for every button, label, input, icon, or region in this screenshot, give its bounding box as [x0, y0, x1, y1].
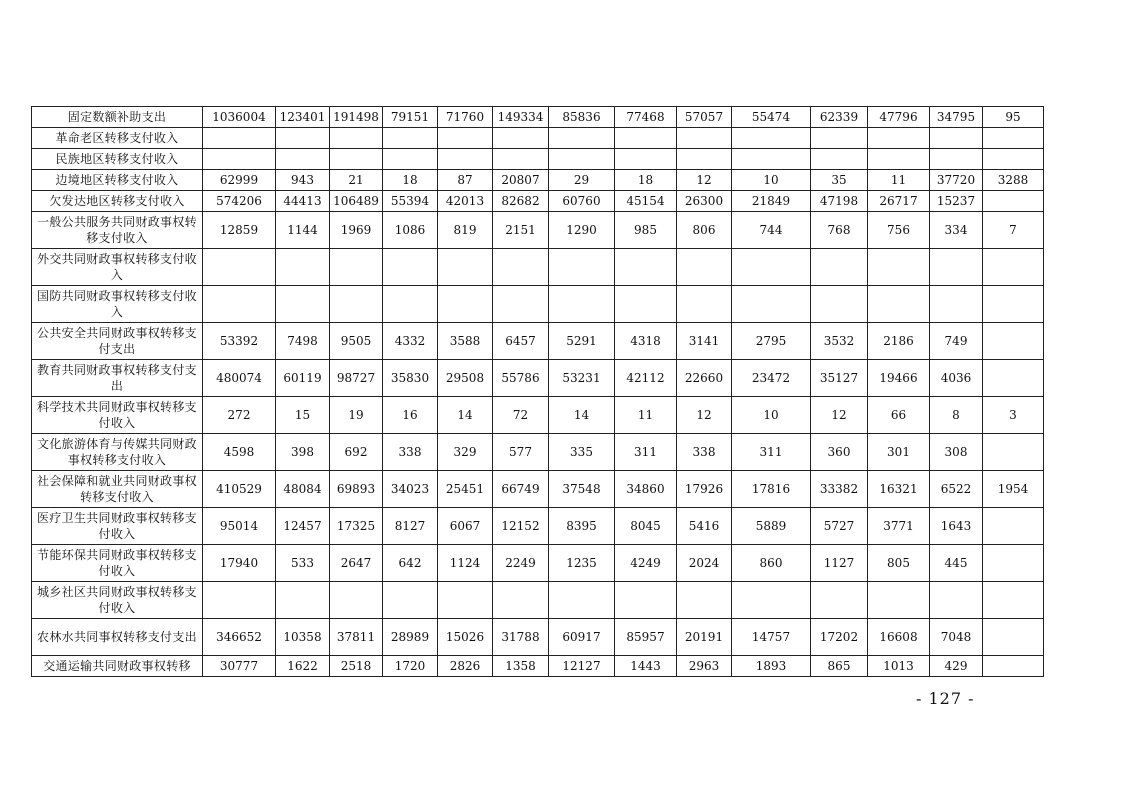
table-cell: 311	[732, 434, 811, 471]
table-cell	[383, 128, 438, 149]
table-cell	[276, 128, 330, 149]
table-cell: 8	[930, 397, 983, 434]
table-cell: 7498	[276, 323, 330, 360]
table-cell	[330, 249, 383, 286]
table-cell	[811, 286, 868, 323]
table-cell: 42013	[438, 191, 493, 212]
fiscal-transfer-table	[31, 106, 1044, 677]
table-cell: 87	[438, 170, 493, 191]
table-cell	[983, 360, 1044, 397]
table-cell	[438, 582, 493, 619]
table-cell: 6522	[930, 471, 983, 508]
row-label: 科学技术共同财政事权转移支付收入	[32, 397, 203, 434]
table-cell	[868, 249, 930, 286]
table-cell: 19466	[868, 360, 930, 397]
table-cell: 35127	[811, 360, 868, 397]
table-cell: 749	[930, 323, 983, 360]
table-cell: 95014	[203, 508, 276, 545]
table-cell: 1013	[868, 656, 930, 677]
table-cell	[276, 149, 330, 170]
table-cell	[868, 149, 930, 170]
table-cell: 1643	[930, 508, 983, 545]
table-cell	[549, 249, 615, 286]
table-cell: 329	[438, 434, 493, 471]
table-cell	[811, 582, 868, 619]
table-cell	[330, 149, 383, 170]
table-cell: 22660	[677, 360, 732, 397]
table-cell: 8045	[615, 508, 677, 545]
table-cell: 16	[383, 397, 438, 434]
table-cell	[677, 149, 732, 170]
table-cell: 95	[983, 107, 1044, 128]
table-cell: 14757	[732, 619, 811, 656]
table-cell	[203, 149, 276, 170]
table-cell: 2518	[330, 656, 383, 677]
table-cell: 360	[811, 434, 868, 471]
table-cell: 12	[677, 397, 732, 434]
table-cell: 410529	[203, 471, 276, 508]
table-cell: 9505	[330, 323, 383, 360]
table-cell: 15	[276, 397, 330, 434]
table-cell: 21	[330, 170, 383, 191]
table-cell: 865	[811, 656, 868, 677]
table-cell: 29508	[438, 360, 493, 397]
table-cell: 17202	[811, 619, 868, 656]
table-cell: 819	[438, 212, 493, 249]
table-cell	[983, 545, 1044, 582]
table-cell	[983, 128, 1044, 149]
row-label: 社会保障和就业共同财政事权转移支付收入	[32, 471, 203, 508]
table-cell: 5889	[732, 508, 811, 545]
row-label: 交通运输共同财政事权转移	[32, 656, 203, 677]
table-cell	[549, 128, 615, 149]
table-cell: 1893	[732, 656, 811, 677]
table-cell: 338	[677, 434, 732, 471]
table-cell: 334	[930, 212, 983, 249]
table-cell	[615, 286, 677, 323]
table-cell: 62339	[811, 107, 868, 128]
table-cell: 860	[732, 545, 811, 582]
table-cell	[983, 149, 1044, 170]
table-cell: 85957	[615, 619, 677, 656]
table-cell: 6457	[493, 323, 549, 360]
table-cell: 37548	[549, 471, 615, 508]
table-cell: 5727	[811, 508, 868, 545]
table-cell: 98727	[330, 360, 383, 397]
table-row	[32, 656, 1044, 677]
table-cell	[383, 249, 438, 286]
table-cell	[615, 149, 677, 170]
table-cell: 1720	[383, 656, 438, 677]
table-cell: 26717	[868, 191, 930, 212]
table-row	[32, 128, 1044, 149]
table-cell: 72	[493, 397, 549, 434]
row-label: 民族地区转移支付收入	[32, 149, 203, 170]
table-cell: 123401	[276, 107, 330, 128]
table-cell	[203, 582, 276, 619]
table-cell	[811, 128, 868, 149]
table-cell: 16608	[868, 619, 930, 656]
table-cell: 31788	[493, 619, 549, 656]
table-cell: 16321	[868, 471, 930, 508]
table-cell: 7048	[930, 619, 983, 656]
table-row	[32, 545, 1044, 582]
table-cell: 985	[615, 212, 677, 249]
table-cell: 943	[276, 170, 330, 191]
table-cell: 60917	[549, 619, 615, 656]
table-cell: 33382	[811, 471, 868, 508]
table-cell: 11	[615, 397, 677, 434]
table-cell	[438, 286, 493, 323]
table-cell: 60119	[276, 360, 330, 397]
row-label: 固定数额补助支出	[32, 107, 203, 128]
table-cell: 806	[677, 212, 732, 249]
table-cell: 768	[811, 212, 868, 249]
table-cell	[438, 149, 493, 170]
table-cell: 44413	[276, 191, 330, 212]
table-cell	[677, 582, 732, 619]
table-cell: 37811	[330, 619, 383, 656]
table-cell	[983, 191, 1044, 212]
table-cell: 191498	[330, 107, 383, 128]
table-cell: 34795	[930, 107, 983, 128]
table-row	[32, 170, 1044, 191]
table-cell: 4332	[383, 323, 438, 360]
table-cell	[983, 249, 1044, 286]
table-cell: 311	[615, 434, 677, 471]
table-cell: 12	[677, 170, 732, 191]
table-cell: 34860	[615, 471, 677, 508]
table-cell: 744	[732, 212, 811, 249]
table-cell: 5416	[677, 508, 732, 545]
table-cell	[677, 286, 732, 323]
table-cell: 26300	[677, 191, 732, 212]
table-cell: 2186	[868, 323, 930, 360]
table-cell: 14	[438, 397, 493, 434]
table-cell: 398	[276, 434, 330, 471]
table-cell	[868, 286, 930, 323]
table-cell: 7	[983, 212, 1044, 249]
table-cell	[983, 582, 1044, 619]
table-row	[32, 323, 1044, 360]
table-cell: 4318	[615, 323, 677, 360]
table-row	[32, 249, 1044, 286]
table-cell: 1622	[276, 656, 330, 677]
table-cell	[203, 286, 276, 323]
table-cell: 18	[383, 170, 438, 191]
table-cell	[203, 128, 276, 149]
table-cell: 1954	[983, 471, 1044, 508]
row-label: 外交共同财政事权转移支付收入	[32, 249, 203, 286]
table-cell	[493, 582, 549, 619]
table-cell	[811, 149, 868, 170]
table-cell: 62999	[203, 170, 276, 191]
table-cell	[203, 249, 276, 286]
table-cell: 106489	[330, 191, 383, 212]
table-cell: 14	[549, 397, 615, 434]
table-cell: 55474	[732, 107, 811, 128]
table-cell: 308	[930, 434, 983, 471]
table-row	[32, 360, 1044, 397]
table-cell: 25451	[438, 471, 493, 508]
table-cell: 29	[549, 170, 615, 191]
table-cell: 17816	[732, 471, 811, 508]
table-cell	[677, 128, 732, 149]
table-cell: 805	[868, 545, 930, 582]
table-cell	[615, 249, 677, 286]
table-cell: 2151	[493, 212, 549, 249]
table-cell	[811, 249, 868, 286]
table-cell: 533	[276, 545, 330, 582]
table-cell: 66749	[493, 471, 549, 508]
table-cell: 23472	[732, 360, 811, 397]
table-cell	[983, 619, 1044, 656]
table-cell	[493, 286, 549, 323]
row-label: 一般公共服务共同财政事权转移支付收入	[32, 212, 203, 249]
table-cell: 574206	[203, 191, 276, 212]
table-cell: 53231	[549, 360, 615, 397]
table-cell: 12	[811, 397, 868, 434]
table-cell: 57057	[677, 107, 732, 128]
table-cell	[868, 128, 930, 149]
table-cell: 18	[615, 170, 677, 191]
table-cell: 53392	[203, 323, 276, 360]
row-label: 城乡社区共同财政事权转移支付收入	[32, 582, 203, 619]
table-cell	[930, 149, 983, 170]
table-cell: 149334	[493, 107, 549, 128]
table-cell: 642	[383, 545, 438, 582]
page-number: - 127 -	[916, 689, 975, 708]
table-cell	[930, 582, 983, 619]
table-cell: 69893	[330, 471, 383, 508]
table-cell: 3288	[983, 170, 1044, 191]
table-cell	[983, 656, 1044, 677]
table-row	[32, 471, 1044, 508]
table-cell: 20191	[677, 619, 732, 656]
table-cell: 2024	[677, 545, 732, 582]
table-cell: 3532	[811, 323, 868, 360]
row-label: 教育共同财政事权转移支付支出	[32, 360, 203, 397]
table-cell	[930, 128, 983, 149]
table-cell: 335	[549, 434, 615, 471]
table-cell: 11	[868, 170, 930, 191]
table-cell	[930, 249, 983, 286]
table-cell: 8127	[383, 508, 438, 545]
table-cell: 1086	[383, 212, 438, 249]
table-cell: 55786	[493, 360, 549, 397]
table-cell: 55394	[383, 191, 438, 212]
table-row	[32, 212, 1044, 249]
table-cell: 8395	[549, 508, 615, 545]
table-cell: 577	[493, 434, 549, 471]
table-row	[32, 191, 1044, 212]
table-cell: 12152	[493, 508, 549, 545]
table-cell: 15237	[930, 191, 983, 212]
table-cell: 17926	[677, 471, 732, 508]
table-cell: 77468	[615, 107, 677, 128]
table-cell	[438, 128, 493, 149]
table-cell: 79151	[383, 107, 438, 128]
table-cell: 34023	[383, 471, 438, 508]
table-cell: 1290	[549, 212, 615, 249]
table-cell: 10358	[276, 619, 330, 656]
table-cell: 1443	[615, 656, 677, 677]
table-cell: 3771	[868, 508, 930, 545]
table-cell	[930, 286, 983, 323]
table-cell: 85836	[549, 107, 615, 128]
table-cell	[732, 286, 811, 323]
table-cell: 71760	[438, 107, 493, 128]
table-cell: 35	[811, 170, 868, 191]
table-cell: 21849	[732, 191, 811, 212]
table-cell: 1036004	[203, 107, 276, 128]
row-label: 文化旅游体育与传媒共同财政事权转移支付收入	[32, 434, 203, 471]
table-cell	[493, 249, 549, 286]
table-cell	[493, 128, 549, 149]
table-cell: 12457	[276, 508, 330, 545]
table-cell: 272	[203, 397, 276, 434]
table-cell	[276, 249, 330, 286]
row-label: 国防共同财政事权转移支付收入	[32, 286, 203, 323]
table-row	[32, 107, 1044, 128]
table-cell: 3	[983, 397, 1044, 434]
table-cell: 756	[868, 212, 930, 249]
table-cell: 17325	[330, 508, 383, 545]
table-cell: 37720	[930, 170, 983, 191]
table-cell: 19	[330, 397, 383, 434]
table-cell	[677, 249, 732, 286]
table-cell: 82682	[493, 191, 549, 212]
table-cell	[549, 286, 615, 323]
table-cell: 2249	[493, 545, 549, 582]
table-cell: 6067	[438, 508, 493, 545]
table-cell: 45154	[615, 191, 677, 212]
table-row	[32, 619, 1044, 656]
table-cell: 30777	[203, 656, 276, 677]
table-cell: 2963	[677, 656, 732, 677]
fiscal-table-container	[31, 106, 1044, 677]
table-cell: 12859	[203, 212, 276, 249]
row-label: 欠发达地区转移支付收入	[32, 191, 203, 212]
table-cell: 1969	[330, 212, 383, 249]
table-cell	[615, 582, 677, 619]
table-cell: 3588	[438, 323, 493, 360]
table-cell	[276, 286, 330, 323]
table-cell: 15026	[438, 619, 493, 656]
table-cell	[330, 286, 383, 323]
table-row	[32, 397, 1044, 434]
table-cell: 17940	[203, 545, 276, 582]
table-cell	[549, 582, 615, 619]
table-cell	[383, 286, 438, 323]
table-cell	[983, 286, 1044, 323]
table-body	[32, 107, 1044, 677]
row-label: 公共安全共同财政事权转移支付支出	[32, 323, 203, 360]
table-cell: 4249	[615, 545, 677, 582]
table-cell: 47198	[811, 191, 868, 212]
table-cell	[868, 582, 930, 619]
table-cell: 2647	[330, 545, 383, 582]
table-cell	[330, 582, 383, 619]
table-cell: 60760	[549, 191, 615, 212]
row-label: 医疗卫生共同财政事权转移支付收入	[32, 508, 203, 545]
table-cell	[732, 582, 811, 619]
table-cell: 12127	[549, 656, 615, 677]
table-row	[32, 508, 1044, 545]
table-cell: 301	[868, 434, 930, 471]
table-cell	[732, 128, 811, 149]
table-cell: 338	[383, 434, 438, 471]
table-cell: 445	[930, 545, 983, 582]
table-cell: 35830	[383, 360, 438, 397]
table-cell: 346652	[203, 619, 276, 656]
table-cell: 3141	[677, 323, 732, 360]
table-cell: 1144	[276, 212, 330, 249]
table-cell	[615, 128, 677, 149]
table-row	[32, 149, 1044, 170]
table-cell	[383, 582, 438, 619]
table-cell	[330, 128, 383, 149]
table-cell: 4036	[930, 360, 983, 397]
table-cell: 10	[732, 397, 811, 434]
row-label: 革命老区转移支付收入	[32, 128, 203, 149]
table-cell: 10	[732, 170, 811, 191]
table-cell	[438, 249, 493, 286]
table-cell: 480074	[203, 360, 276, 397]
table-cell: 1235	[549, 545, 615, 582]
table-cell: 66	[868, 397, 930, 434]
table-cell	[732, 249, 811, 286]
table-cell: 4598	[203, 434, 276, 471]
table-cell: 5291	[549, 323, 615, 360]
table-row	[32, 286, 1044, 323]
table-cell	[983, 508, 1044, 545]
row-label: 节能环保共同财政事权转移支付收入	[32, 545, 203, 582]
table-cell	[732, 149, 811, 170]
table-cell: 1124	[438, 545, 493, 582]
table-cell: 1127	[811, 545, 868, 582]
table-cell	[493, 149, 549, 170]
table-cell	[983, 434, 1044, 471]
table-cell: 692	[330, 434, 383, 471]
row-label: 边境地区转移支付收入	[32, 170, 203, 191]
table-cell	[549, 149, 615, 170]
table-cell: 2826	[438, 656, 493, 677]
table-cell: 20807	[493, 170, 549, 191]
table-cell: 42112	[615, 360, 677, 397]
table-cell: 2795	[732, 323, 811, 360]
table-row	[32, 434, 1044, 471]
table-cell	[276, 582, 330, 619]
row-label: 农林水共同事权转移支付支出	[32, 619, 203, 656]
table-cell: 48084	[276, 471, 330, 508]
table-cell	[383, 149, 438, 170]
table-cell: 47796	[868, 107, 930, 128]
table-cell: 28989	[383, 619, 438, 656]
table-cell	[983, 323, 1044, 360]
table-cell: 429	[930, 656, 983, 677]
table-cell: 1358	[493, 656, 549, 677]
table-row	[32, 582, 1044, 619]
